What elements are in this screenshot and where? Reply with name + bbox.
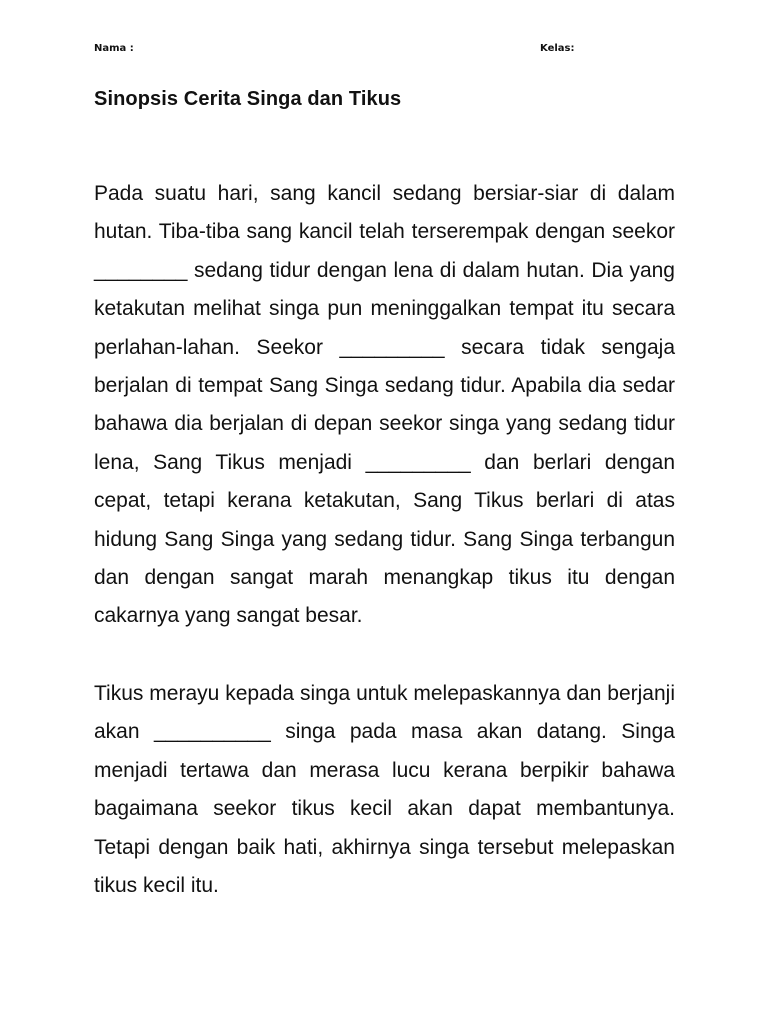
story-paragraph-2: Tikus merayu kepada singa untuk melepaskannya dan berjanji akan __________ singa pada masa akan datang. Singa menjadi tertawa dan merasa lucu kerana berpikir bahawa bagaimana seekor tikus kecil akan dapat membantunya. Tetapi dengan baik hati, akhirnya singa tersebut melepaskan tikus kecil itu.	[94, 682, 675, 898]
name-label: Nama :	[94, 43, 134, 54]
story-paragraph-1: Pada suatu hari, sang kancil sedang bersiar-siar di dalam hutan. Tiba-tiba sang kancil telah terserempak dengan seekor ________ sedang tidur dengan lena di dalam hutan. Dia yang ketakutan melihat singa pun meninggalkan tempat itu secara perlahan-lahan. Seekor _________ secara tidak sengaja berjalan di tempat Sang Singa sedang tidur. Apabila dia sedar bahawa dia berjalan di depan seekor singa yang sedang tidur lena, Sang Tikus menjadi _________ dan berlari dengan cepat, tetapi kerana ketakutan, Sang Tikus berlari di atas hidung Sang Singa yang sedang tidur. Sang Singa terbangun dan dengan sangat marah menangkap tikus itu dengan cakarnya yang sangat besar.	[94, 182, 675, 628]
document-title: Sinopsis Cerita Singa dan Tikus	[94, 88, 402, 110]
class-label: Kelas:	[540, 43, 575, 54]
student-info-header	[94, 43, 694, 59]
